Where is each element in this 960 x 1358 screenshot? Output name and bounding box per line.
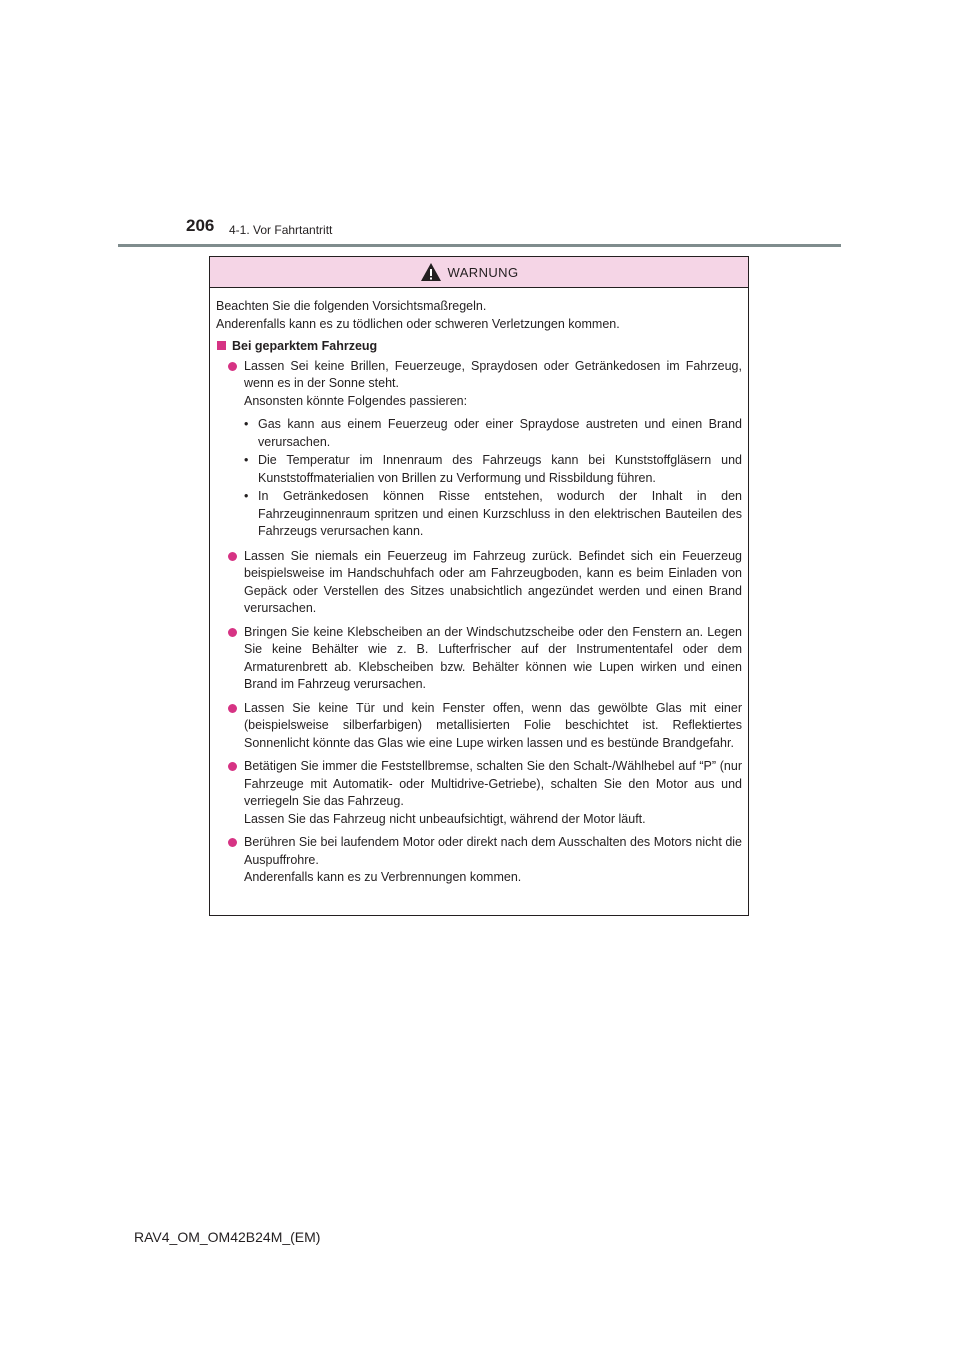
list-item [216,358,742,542]
document-code: RAV4_OM_OM42B24M_(EM) [134,1229,321,1245]
section-heading-text: Bei geparktem Fahrzeug [232,339,378,353]
list-item [216,834,742,887]
item-text-secondary: Ansonsten könnte Folgendes passieren: [244,393,468,408]
round-bullet-icon [228,362,237,371]
round-bullet-icon [228,704,237,713]
header-rule [118,244,841,247]
sub-list-item: • In Getränkedosen können Risse entstehen, wodurch der Inhalt in den Fahrzeuginnenraum spritzen und einen Kurzschluss in den elektrischen Bauteilen des Fahrzeugs verursachen kann. [244,488,742,541]
intro-line: Beachten Sie die folgenden Vorsichtsmaßregeln. [216,299,487,313]
item-text-secondary: Lassen Sie das Fahrzeug nicht unbeaufsichtigt, während der Motor läuft. [244,811,646,826]
item-text: Lassen Sie niemals ein Feuerzeug im Fahrzeug zurück. Befindet sich ein Feuerzeug beispielsweise im Handschuhfach oder am Fahrzeugboden, kann es beim Einladen von Gepäck oder Verstellen des Sitzes unabsichtlich angezündet werden und einen Brand verursachen. [244,548,742,615]
sub-list-item: • Die Temperatur im Innenraum des Fahrzeugs kann bei Kunststoffgläsern und Kunststoffmaterialien von Brillen zu Verformung und Rissbildung führen. [244,452,742,487]
item-text-secondary: Anderenfalls kann es zu Verbrennungen kommen. [244,870,522,884]
round-bullet-icon [228,838,237,847]
list-item [216,700,742,753]
square-bullet-icon [217,341,226,350]
sub-list-item: • Gas kann aus einem Feuerzeug oder einer Spraydose austreten und einen Brand verursachen. [244,416,742,451]
item-text: Berühren Sie bei laufendem Motor oder direkt nach dem Ausschalten des Motors nicht die Auspuffrohre. [244,835,742,867]
warning-title: WARNUNG [447,264,519,280]
item-text: Betätigen Sie immer die Feststellbremse, schalten Sie den Schalt-/Wählhebel auf “P” (nur Fahrzeuge mit Automatik- oder Multidrive-Getriebe), schalten Sie den Motor aus und verriegeln Sie das Fahrzeug. [244,759,742,808]
list-item [216,758,742,828]
section-heading [216,338,742,356]
item-text: Lassen Sie keine Tür und kein Fenster offen, wenn das gewölbte Glas mit einer (beispielsweise silberfarbigen) metallisierten Folie beschichtet ist. Reflektiertes Sonnenlicht könnte das Glas wie eine Lupe wirken lassen und es bestünde Brandgefahr. [244,700,742,750]
sub-list [244,416,742,541]
round-bullet-icon [228,552,237,561]
warning-header [210,257,748,288]
warning-body [210,288,748,887]
list-item [216,624,742,694]
sub-item-text: Gas kann aus einem Feuerzeug oder einer Spraydose austreten und einen Brand verursachen. [258,417,742,449]
item-text: Lassen Sei keine Brillen, Feuerzeuge, Spraydosen oder Getränkedosen im Fahrzeug, wenn es in der Sonne steht. [244,358,742,390]
warning-intro [216,298,742,333]
sub-item-text: In Getränkedosen können Risse entstehen, wodurch der Inhalt in den Fahrzeuginnenraum spritzen und einen Kurzschluss in den elektrischen Bauteilen des Fahrzeugs verursachen kann. [258,489,742,538]
section-title: 4-1. Vor Fahrtantritt [229,223,333,237]
list-item [216,548,742,618]
intro-line: Anderenfalls kann es zu tödlichen oder schweren Verletzungen kommen. [216,316,620,331]
item-text: Bringen Sie keine Klebscheiben an der Windschutzscheibe oder den Fenstern an. Legen Sie keine Behälter wie z. B. Lufterfrischer auf der Instrumententafel oder dem Armaturenbrett ab. Klebscheiben bzw. Behälter können wie Lupen wirken und einen Brand im Fahrzeug verursachen. [244,624,742,691]
warning-box [209,256,749,916]
round-bullet-icon [228,762,237,771]
sub-item-text: Die Temperatur im Innenraum des Fahrzeugs kann bei Kunststoffgläsern und Kunststoffmaterialien von Brillen zu Verformung und Rissbildung führen. [258,453,742,485]
round-bullet-icon [228,628,237,637]
page-number: 206 [186,216,215,235]
warning-triangle-icon [420,262,442,282]
